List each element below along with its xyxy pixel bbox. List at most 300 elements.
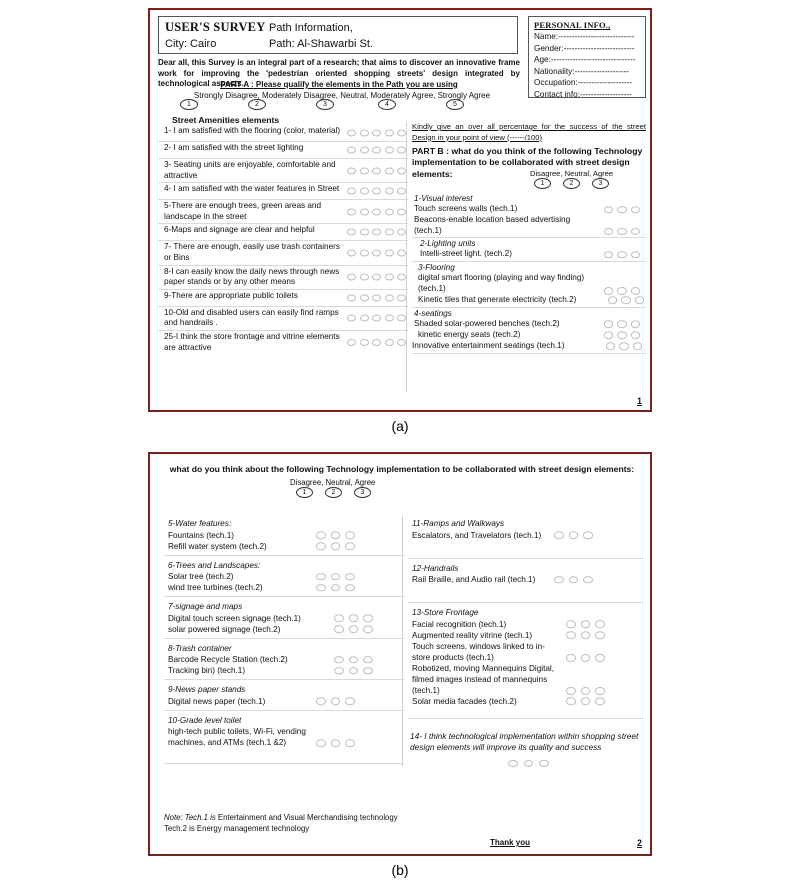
rating-options[interactable]	[347, 294, 406, 301]
list-item[interactable]	[412, 273, 646, 294]
rating-option-3[interactable]	[345, 573, 355, 581]
rating-options[interactable]	[316, 739, 355, 747]
rating-options[interactable]	[608, 296, 645, 304]
figure-caption-b: (b)	[391, 862, 409, 878]
rating-option-2[interactable]	[524, 760, 534, 768]
rating-options[interactable]	[347, 229, 406, 236]
list-item[interactable]	[408, 530, 644, 541]
rating-option-3[interactable]	[583, 531, 593, 539]
rating-option-4[interactable]	[385, 249, 394, 256]
tech-item-text: digital smart flooring (playing and way finding) (tech.1)	[418, 273, 585, 293]
list-item[interactable]	[164, 665, 404, 676]
rating-option-1[interactable]	[347, 188, 356, 195]
list-item[interactable]	[412, 204, 646, 215]
spacer	[408, 585, 644, 599]
rating-options[interactable]	[334, 625, 373, 633]
tech-group	[408, 561, 644, 604]
rating-option-2[interactable]	[617, 287, 627, 295]
rating-option-3[interactable]	[631, 228, 641, 236]
rating-options[interactable]	[604, 320, 641, 328]
part-a-heading-text: PART A : Please qualify the elements in the Path you are using	[220, 80, 458, 89]
question-text: 3- Seating units are enjoyable, comfortable and attractive	[164, 160, 336, 180]
list-item[interactable]	[164, 582, 404, 593]
rating-option-2[interactable]	[349, 667, 359, 675]
rating-option-1[interactable]	[554, 531, 564, 539]
tech-item-text: wind tree turbines (tech.2)	[168, 583, 263, 592]
rating-option-1[interactable]	[316, 697, 326, 705]
list-item[interactable]	[164, 654, 404, 665]
rating-option-2[interactable]	[360, 274, 369, 281]
rating-options[interactable]	[604, 206, 641, 214]
rating-option-3[interactable]	[345, 531, 355, 539]
rating-option-2[interactable]	[581, 654, 591, 662]
tech-group	[408, 605, 644, 719]
tech-group-heading: 8-Trash container	[168, 643, 232, 653]
rating-option-2[interactable]	[331, 584, 341, 592]
rating-options[interactable]	[334, 614, 373, 622]
rating-option-2[interactable]	[360, 188, 369, 195]
rating-option-1[interactable]	[334, 667, 344, 675]
table-row[interactable]	[158, 142, 408, 159]
tech-item-text: Digital news paper (tech.1)	[168, 696, 266, 706]
rating-option-2[interactable]	[617, 251, 627, 259]
rating-options[interactable]	[347, 167, 406, 174]
table-row[interactable]	[158, 290, 408, 307]
list-item[interactable]	[408, 663, 644, 696]
list-item[interactable]	[164, 541, 404, 552]
rating-option-2[interactable]	[581, 697, 591, 705]
rating-option-3[interactable]	[595, 697, 605, 705]
scale-b-number-3: 3	[592, 178, 609, 189]
rating-option-2[interactable]	[360, 294, 369, 301]
survey-title: USER'S SURVEY	[165, 20, 266, 34]
rating-option-2[interactable]	[360, 315, 369, 322]
rating-option-1[interactable]	[604, 320, 614, 328]
rating-option-2[interactable]	[360, 130, 369, 137]
rating-option-2[interactable]	[331, 531, 341, 539]
rating-option-5[interactable]	[397, 208, 406, 215]
path-field: Path: Al-Shawarbi St.	[269, 38, 373, 50]
rating-option-3[interactable]	[595, 654, 605, 662]
scale-b-legend: Disagree, Neutral, Agree	[530, 169, 614, 179]
rating-option-2[interactable]	[360, 167, 369, 174]
rating-option-1[interactable]	[334, 625, 344, 633]
footnote-line-1	[164, 812, 398, 823]
rating-options[interactable]	[316, 531, 355, 539]
tech-group-heading: 11-Ramps and Walkways	[412, 519, 505, 528]
rating-option-2[interactable]	[617, 206, 627, 214]
rating-options[interactable]	[347, 315, 406, 322]
rating-options[interactable]	[347, 208, 406, 215]
rating-option-1[interactable]	[347, 167, 356, 174]
tech-group-heading: 5-Water features:	[168, 519, 232, 528]
rating-options[interactable]	[604, 251, 641, 259]
tech-item-text: kinetic energy seats (tech.2)	[418, 329, 521, 339]
rating-option-3[interactable]	[372, 130, 381, 137]
question-text: 25-I think the store frontage and vitrine elements are attractive	[164, 331, 340, 352]
scale-b-number-1: 1	[534, 178, 551, 189]
rating-option-3[interactable]	[631, 251, 641, 259]
rating-option-3[interactable]	[372, 167, 381, 174]
survey-page-2	[148, 452, 652, 856]
rating-option-1[interactable]	[604, 206, 614, 214]
rating-option-3[interactable]	[345, 584, 355, 592]
personal-info-name-field[interactable]: Name:----------------------------	[534, 32, 635, 41]
spacer	[408, 707, 644, 715]
rating-options[interactable]	[566, 631, 605, 639]
rating-option-4[interactable]	[385, 315, 394, 322]
rating-option-2[interactable]	[331, 542, 341, 550]
tech-item-text: Beacons-enable location based advertising (tech.1)	[414, 215, 571, 235]
list-item[interactable]	[412, 330, 646, 341]
rating-option-2[interactable]	[581, 687, 591, 695]
rating-option-1[interactable]	[604, 228, 614, 236]
rating-option-1[interactable]	[316, 739, 326, 747]
scale-number-1: 1	[296, 487, 313, 498]
list-item[interactable]	[164, 696, 404, 707]
rating-option-3[interactable]	[583, 576, 593, 584]
rating-options[interactable]	[347, 339, 406, 346]
tech-group	[164, 516, 404, 556]
scale-a-numbers	[158, 99, 530, 111]
rating-option-2[interactable]	[349, 614, 359, 622]
rating-option-2[interactable]	[331, 697, 341, 705]
overall-percentage-prompt[interactable]: Kindly give an over all percentage for the success of the street Design in your point of view (------/100)	[412, 122, 646, 142]
table-row[interactable]	[158, 331, 408, 354]
scale-a-legend: Strongly Disagree, Moderately Disagree, Neutral, Moderately Agree, Strongly Agree	[193, 91, 491, 100]
rating-option-3[interactable]	[631, 287, 641, 295]
rating-option-1[interactable]	[316, 542, 326, 550]
rating-option-3[interactable]	[345, 739, 355, 747]
rating-option-5[interactable]	[397, 147, 406, 154]
scale-a-number-1: 1	[180, 99, 198, 110]
rating-option-1[interactable]	[604, 251, 614, 259]
rating-option-4[interactable]	[385, 147, 394, 154]
part-b-section	[412, 122, 646, 354]
rating-option-3[interactable]	[372, 339, 381, 346]
question-14-text: 14- I think technological implementation within shopping street design elements will improve its quality and success	[410, 730, 639, 752]
rating-option-2[interactable]	[331, 739, 341, 747]
rating-option-5[interactable]	[397, 294, 406, 301]
rating-option-5[interactable]	[397, 167, 406, 174]
tech-group-heading: 10-Grade level toilet	[168, 715, 242, 725]
rating-option-2[interactable]	[360, 229, 369, 236]
rating-options[interactable]	[566, 620, 605, 628]
scale-b-number-2: 2	[563, 178, 580, 189]
rating-option-3[interactable]	[372, 315, 381, 322]
survey-intro-text: Dear all, this Survey is an integral part of a research; that aims to discover an innovative frame work for improving the 'pedestrian oriented shopping streets' design integrated by technological aspects.	[158, 58, 520, 88]
list-item[interactable]	[412, 341, 646, 352]
rating-option-3[interactable]	[363, 667, 373, 675]
rating-option-5[interactable]	[397, 130, 406, 137]
rating-option-3[interactable]	[363, 625, 373, 633]
rating-options[interactable]	[566, 697, 605, 705]
rating-options[interactable]	[316, 573, 355, 581]
list-item[interactable]	[164, 530, 404, 541]
rating-option-2[interactable]	[581, 631, 591, 639]
question-text: 10-Old and disabled users can easily find ramps and handrails .	[164, 307, 339, 328]
thank-you-text: Thank you	[490, 838, 531, 847]
personal-info-contact-field[interactable]: Contact info:-------------------	[534, 89, 632, 99]
tech-group	[412, 238, 646, 262]
rating-option-1[interactable]	[347, 294, 356, 301]
rating-option-2[interactable]	[331, 573, 341, 581]
list-item[interactable]	[164, 624, 404, 635]
rating-option-3[interactable]	[539, 760, 549, 768]
rating-option-2[interactable]	[569, 576, 579, 584]
rating-option-1[interactable]	[316, 573, 326, 581]
rating-option-1[interactable]	[347, 339, 356, 346]
rating-option-3[interactable]	[372, 208, 381, 215]
rating-option-1[interactable]	[334, 614, 344, 622]
rating-option-1[interactable]	[566, 620, 576, 628]
rating-option-3[interactable]	[372, 249, 381, 256]
city-field: City: Cairo	[165, 38, 217, 50]
tech-item-text: Barcode Recycle Station (tech.2)	[168, 655, 288, 664]
page-b-heading: what do you think about the following Technology implementation to be collaborated with street design elements:	[169, 464, 635, 474]
rating-option-3[interactable]	[595, 620, 605, 628]
rating-option-1[interactable]	[334, 656, 344, 664]
table-row[interactable]	[158, 224, 408, 241]
rating-option-2[interactable]	[360, 208, 369, 215]
tech-group-heading: 2-Lighting units	[420, 239, 476, 249]
rating-options[interactable]	[347, 274, 406, 281]
rating-option-5[interactable]	[397, 249, 406, 256]
rating-option-3[interactable]	[631, 206, 641, 214]
scale-a-number-3: 3	[316, 99, 334, 110]
rating-option-2[interactable]	[581, 620, 591, 628]
question-text: 5-There are enough trees, green areas and landscape in the street	[164, 201, 322, 221]
rating-options[interactable]	[334, 667, 373, 675]
question-14-block[interactable]	[408, 721, 644, 768]
rating-option-1[interactable]	[608, 296, 618, 304]
tech-item-text: Tracking bin) (tech.1)	[168, 666, 246, 675]
rating-options[interactable]	[334, 656, 373, 664]
list-item[interactable]	[412, 215, 646, 236]
tech-item-text: Innovative entertainment seatings (tech.1)	[412, 340, 565, 350]
list-item[interactable]	[408, 574, 644, 585]
rating-option-5[interactable]	[397, 339, 406, 346]
list-item[interactable]	[164, 613, 404, 624]
rating-option-3[interactable]	[372, 274, 381, 281]
rating-option-3[interactable]	[631, 320, 641, 328]
rating-option-1[interactable]	[316, 584, 326, 592]
rating-option-1[interactable]	[554, 576, 564, 584]
tech-item-text: Solar tree (tech.2)	[168, 572, 234, 581]
table-row[interactable]	[158, 266, 408, 290]
rating-options[interactable]	[316, 542, 355, 550]
rating-options[interactable]	[604, 287, 641, 295]
rating-options[interactable]	[508, 760, 644, 768]
rating-option-4[interactable]	[385, 208, 394, 215]
tech-group	[164, 599, 404, 639]
rating-option-5[interactable]	[397, 188, 406, 195]
rating-option-3[interactable]	[345, 542, 355, 550]
tech-item-text: Facial recognition (tech.1)	[412, 619, 507, 629]
question-text: 7- There are enough, easily use trash containers or Bins	[164, 242, 340, 262]
rating-option-1[interactable]	[347, 147, 356, 154]
list-item[interactable]	[408, 619, 644, 630]
rating-option-3[interactable]	[363, 656, 373, 664]
scale-a-number-4: 4	[378, 99, 396, 110]
list-item[interactable]	[412, 249, 646, 260]
rating-options[interactable]	[347, 130, 406, 137]
rating-option-1[interactable]	[566, 697, 576, 705]
rating-option-3[interactable]	[595, 631, 605, 639]
question-text: 9-There are appropriate public toilets	[164, 290, 298, 300]
rating-option-4[interactable]	[385, 339, 394, 346]
tech-item-text: Escalators, and Travelators (tech.1)	[412, 530, 542, 540]
rating-option-1[interactable]	[604, 331, 614, 339]
rating-options[interactable]	[604, 228, 641, 236]
survey-page-1	[148, 8, 652, 412]
spacer	[408, 541, 644, 555]
rating-option-1[interactable]	[347, 130, 356, 137]
rating-option-3[interactable]	[372, 294, 381, 301]
personal-info-gender-field[interactable]: Gender:--------------------------	[534, 43, 635, 53]
table-row[interactable]	[158, 200, 408, 224]
rating-options[interactable]	[347, 249, 406, 256]
tech-group	[412, 193, 646, 238]
tech-item-text: Augmented reality vitrine (tech.1)	[412, 630, 533, 640]
rating-option-4[interactable]	[385, 294, 394, 301]
rating-options[interactable]	[347, 188, 406, 195]
rating-option-2[interactable]	[619, 342, 629, 350]
rating-option-3[interactable]	[595, 687, 605, 695]
tech-item-text: Solar media facades (tech.2)	[412, 696, 517, 706]
rating-option-3[interactable]	[372, 147, 381, 154]
question-text: 6-Maps and signage are clear and helpful	[164, 225, 315, 235]
rating-option-1[interactable]	[347, 249, 356, 256]
list-item[interactable]	[408, 696, 644, 707]
tech-group	[164, 713, 404, 765]
rating-options[interactable]	[554, 531, 593, 539]
table-row[interactable]	[158, 183, 408, 200]
rating-options[interactable]	[604, 331, 641, 339]
rating-option-2[interactable]	[360, 147, 369, 154]
rating-option-3[interactable]	[631, 331, 641, 339]
scale-b-numbers	[534, 178, 609, 189]
rating-option-1[interactable]	[566, 687, 576, 695]
page-b-scale-numbers	[296, 487, 371, 498]
personal-info-nationality-field[interactable]: Nationality:--------------------	[534, 66, 630, 76]
rating-option-1[interactable]	[566, 654, 576, 662]
personal-info-occupation-field[interactable]: Occupation:--------------------	[534, 78, 633, 88]
question-text: 4- I am satisfied with the water features in Street	[164, 184, 340, 194]
tech-item-text: Kinetic tiles that generate electricity (tech.2)	[418, 294, 577, 304]
question-text: 8-I can easily know the daily news through news paper stands or by any other means	[164, 266, 340, 287]
tech-item-text: Robotized, moving Mannequins Digital, filmed images instead of mannequins (tech.1)	[412, 663, 554, 695]
rating-option-2[interactable]	[617, 228, 627, 236]
list-item[interactable]	[412, 319, 646, 330]
rating-option-2[interactable]	[360, 339, 369, 346]
path-information-label: Path Information,	[269, 22, 353, 34]
rating-option-3[interactable]	[633, 342, 643, 350]
list-item[interactable]	[408, 630, 644, 641]
tech-group	[164, 558, 404, 598]
rating-options[interactable]	[347, 147, 406, 154]
rating-option-2[interactable]	[349, 625, 359, 633]
tech-group	[164, 641, 404, 681]
rating-option-4[interactable]	[385, 167, 394, 174]
rating-option-3[interactable]	[635, 296, 645, 304]
table-row[interactable]	[158, 241, 408, 265]
scale-number-2: 2	[325, 487, 342, 498]
tech-group-heading: 12-Handrails	[412, 563, 459, 573]
rating-options[interactable]	[566, 654, 605, 662]
tech-item-text: Fountains (tech.1)	[168, 530, 234, 540]
rating-option-2[interactable]	[569, 531, 579, 539]
tech-item-text: Intelli-street light. (tech.2)	[420, 249, 512, 259]
rating-options[interactable]	[316, 584, 355, 592]
table-row[interactable]	[158, 125, 408, 142]
list-item[interactable]	[412, 295, 646, 306]
rating-option-3[interactable]	[363, 614, 373, 622]
rating-option-4[interactable]	[385, 274, 394, 281]
tech-group-heading: 6-Trees and Landscapes:	[168, 560, 261, 570]
tech-group	[412, 262, 646, 307]
tech-item-text: Touch screens walls (tech.1)	[414, 204, 518, 214]
tech-item-text: solar powered signage (tech.2)	[168, 624, 281, 634]
rating-option-4[interactable]	[385, 188, 394, 195]
rating-options[interactable]	[554, 576, 593, 584]
table-row[interactable]	[158, 159, 408, 183]
rating-options[interactable]	[566, 687, 605, 695]
part-a-heading	[158, 80, 520, 89]
rating-option-5[interactable]	[397, 274, 406, 281]
rating-option-5[interactable]	[397, 315, 406, 322]
scale-a-number-5: 5	[446, 99, 464, 110]
footnote	[164, 812, 398, 834]
tech-group	[408, 516, 644, 559]
rating-option-1[interactable]	[316, 531, 326, 539]
list-item[interactable]	[408, 641, 644, 663]
footnote-tech1-label: Note: Tech.1 is	[164, 813, 216, 822]
rating-option-4[interactable]	[385, 229, 394, 236]
rating-option-5[interactable]	[397, 229, 406, 236]
rating-options[interactable]	[316, 697, 355, 705]
personal-info-box	[528, 16, 646, 98]
rating-options[interactable]	[606, 342, 643, 350]
rating-option-2[interactable]	[617, 320, 627, 328]
rating-option-3[interactable]	[345, 697, 355, 705]
list-item[interactable]	[164, 571, 404, 582]
list-item[interactable]	[164, 726, 404, 760]
rating-option-2[interactable]	[349, 656, 359, 664]
personal-info-age-field[interactable]: Age:-------------------------------	[534, 55, 636, 65]
table-row[interactable]	[158, 307, 408, 331]
rating-option-1[interactable]	[347, 274, 356, 281]
rating-option-1[interactable]	[347, 229, 356, 236]
rating-option-3[interactable]	[372, 188, 381, 195]
page-number: 1	[636, 396, 642, 406]
rating-option-1[interactable]	[604, 287, 614, 295]
rating-option-1[interactable]	[606, 342, 616, 350]
rating-option-1[interactable]	[566, 631, 576, 639]
rating-option-2[interactable]	[360, 249, 369, 256]
rating-option-2[interactable]	[621, 296, 631, 304]
rating-option-1[interactable]	[347, 208, 356, 215]
rating-option-1[interactable]	[508, 760, 518, 768]
rating-option-2[interactable]	[617, 331, 627, 339]
tech-group-heading: 1-Visual interest	[414, 194, 473, 204]
rating-option-1[interactable]	[347, 315, 356, 322]
page-b-right-column	[408, 516, 644, 767]
part-b-heading: PART B : what do you think of the following Technology implementation to be collaborated with street design elements:	[412, 146, 643, 179]
rating-option-3[interactable]	[372, 229, 381, 236]
rating-option-4[interactable]	[385, 130, 394, 137]
street-amenities-title: Street Amenities elements	[172, 115, 280, 125]
